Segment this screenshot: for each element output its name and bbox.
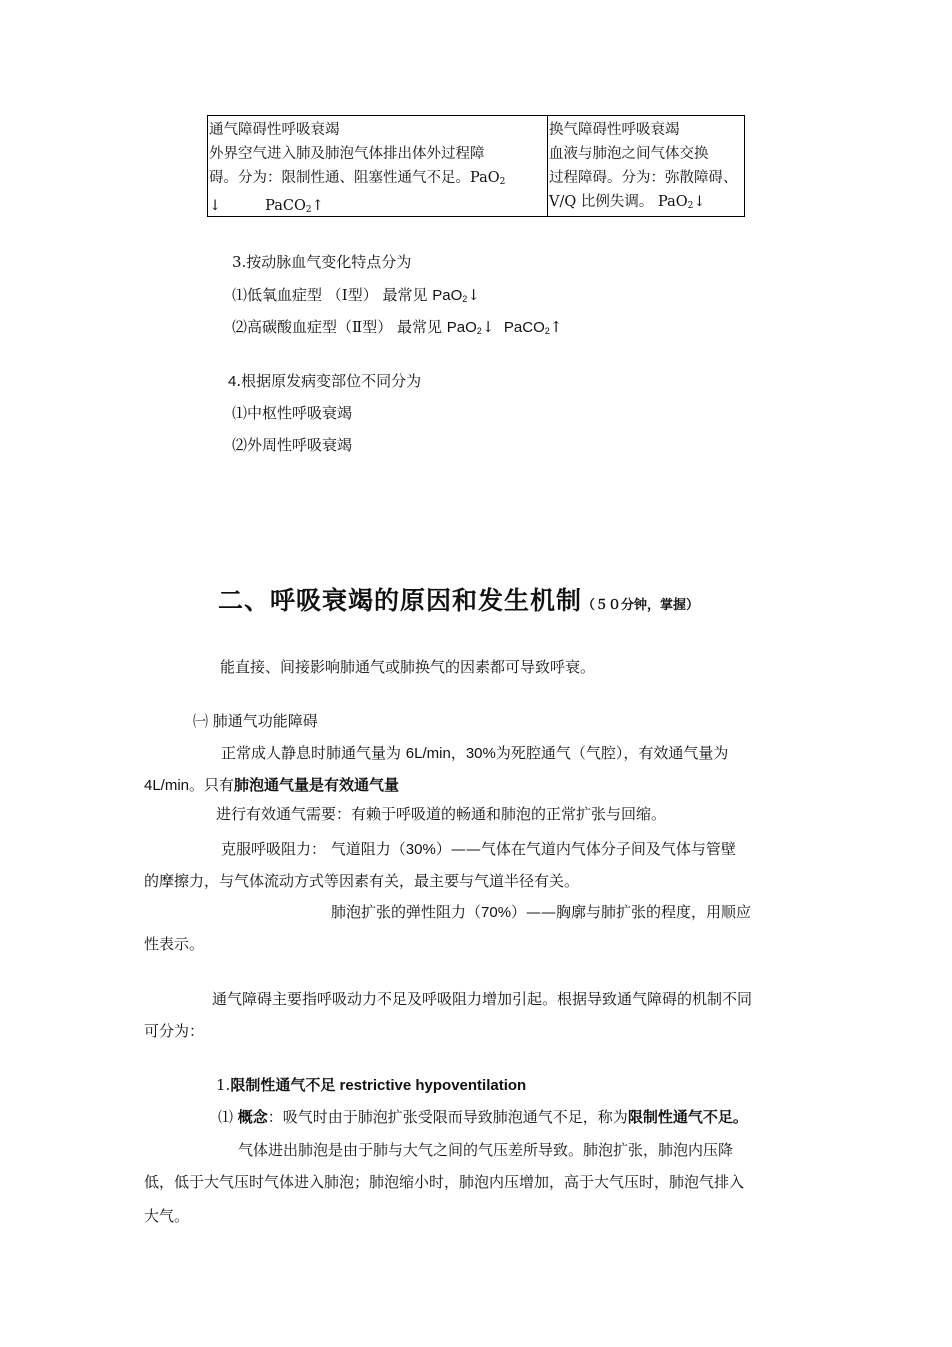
- cell-line: 血液与肺泡之间气体交换: [549, 146, 709, 162]
- section4-title: 4.根据原发病变部位不同分为: [228, 372, 422, 390]
- paragraph-line: 通气障碍主要指呼吸动力不足及呼吸阻力增加引起。根据导致通气障碍的机制不同: [212, 990, 753, 1008]
- cell-line: ↓ PaCO$_2$↑: [209, 198, 324, 215]
- up-arrow-icon: ↑: [311, 198, 324, 214]
- paragraph-line: 低，低于大气压时气体进入肺泡；肺泡缩小时，肺泡内压增加，高于大气压时，肺泡气排入: [144, 1173, 745, 1191]
- paragraph-line: 大气。: [144, 1207, 190, 1225]
- paragraph-line: 正常成人静息时肺通气量为 6L/min，30%为死腔通气（气腔），有效通气量为: [221, 744, 729, 762]
- table-cell-ventilation: [209, 118, 545, 222]
- down-arrow-icon: ↓: [481, 318, 495, 336]
- subsection-title: 1.限制性通气不足 restrictive hypoventilation: [216, 1076, 527, 1094]
- cell-line: 碍。分为：限制性通、阻塞性通气不足。PaO$_2$: [209, 170, 506, 187]
- subsection-title: ㈠ 肺通气功能障碍: [193, 712, 318, 730]
- concept-line: ⑴ 概念：吸气时由于肺泡扩张受限而导致肺泡通气不足，称为限制性通气不足。: [218, 1108, 748, 1126]
- table-divider: [547, 116, 548, 216]
- paragraph-line: 可分为：: [144, 1022, 205, 1040]
- paragraph-line: 4L/min。只有肺泡通气量是有效通气量: [144, 776, 400, 794]
- down-arrow-icon: ↓: [209, 198, 222, 214]
- down-arrow-icon: ↓: [467, 286, 480, 304]
- down-arrow-icon: ↓: [693, 194, 706, 210]
- cell-title: 通气障碍性呼吸衰竭: [209, 122, 340, 138]
- section3-title: 3.按动脉血气变化特点分为: [232, 253, 412, 271]
- section3-item1: ⑴低氧血症型 （Ⅰ型） 最常见 PaO$_2$↓: [232, 286, 480, 304]
- cell-line: V/Q 比例失调。 PaO$_2$↓: [549, 194, 706, 211]
- ventilation-comparison-table: [207, 115, 745, 217]
- cell-line: 过程障碍。分为：弥散障碍、: [549, 170, 738, 186]
- cell-line: 外界空气进入肺及肺泡气体排出体外过程障: [209, 146, 485, 162]
- section-heading: 二、呼吸衰竭的原因和发生机制（５０分钟，掌握）: [218, 586, 700, 615]
- paragraph-line: 性表示。: [144, 935, 205, 953]
- paragraph-line: 气体进出肺泡是由于肺与大气之间的气压差所导致。肺泡扩张，肺泡内压降: [238, 1141, 734, 1159]
- paragraph-line: 克服呼吸阻力： 气道阻力（30%）——气体在气道内气体分子间及气体与管壁: [221, 840, 736, 858]
- intro-text: 能直接、间接影响肺通气或肺换气的因素都可导致呼衰。: [220, 658, 596, 676]
- up-arrow-icon: ↑: [549, 318, 563, 336]
- section4-item2: ⑵外周性呼吸衰竭: [232, 436, 353, 454]
- section4-item1: ⑴中枢性呼吸衰竭: [232, 404, 353, 422]
- paragraph-line: 的摩擦力，与气体流动方式等因素有关，最主要与气道半径有关。: [144, 872, 580, 890]
- paragraph-line: 肺泡扩张的弹性阻力（70%）——胸廓与肺扩张的程度，用顺应: [331, 903, 752, 921]
- table-cell-exchange: [549, 118, 744, 218]
- section3-item2: ⑵高碳酸血症型（Ⅱ型） 最常见 PaO$_2$↓ PaCO$_2$↑: [232, 318, 563, 336]
- cell-title: 换气障碍性呼吸衰竭: [549, 122, 680, 138]
- paragraph-line: 进行有效通气需要：有赖于呼吸道的畅通和肺泡的正常扩张与回缩。: [216, 805, 667, 823]
